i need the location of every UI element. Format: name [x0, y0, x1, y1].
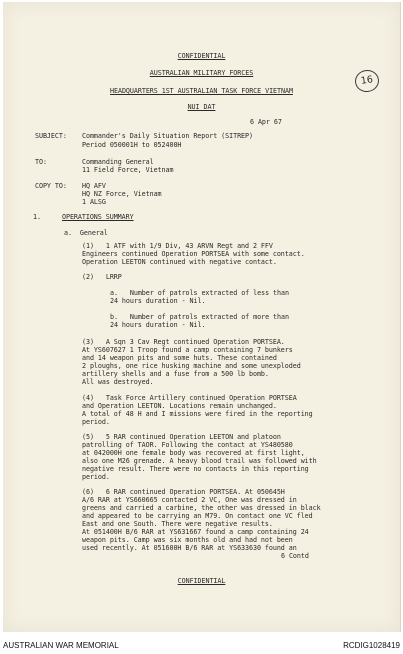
to-line: 11 Field Force, Vietnam [82, 166, 174, 174]
paragraph-1-line: Engineers continued Operation PORTSEA with some contact. [82, 250, 305, 258]
paragraph-5-line: negative result. There were no contacts in this reporting [82, 465, 309, 473]
subject-label: SUBJECT: [35, 132, 67, 140]
paragraph-5-line: period. [82, 473, 110, 481]
copy-to-line: HQ AFV [82, 182, 106, 190]
folio-number: 16 [354, 68, 381, 93]
paragraph-6-line: East and one South. There were negative results. [82, 520, 273, 528]
paragraph-6-line: and appeared to be carrying an M79. On contact one VC fled [82, 512, 313, 520]
paragraph-3-line: artillery shells and a fuse from a 500 lb bomb. [82, 370, 269, 378]
location-title: NUI DAT [187, 103, 216, 111]
archive-name: AUSTRALIAN WAR MEMORIAL [3, 641, 119, 650]
classification-top: CONFIDENTIAL [177, 52, 226, 60]
to-label: TO: [35, 158, 47, 166]
record-id: RCDIG1028419 [343, 641, 400, 650]
paragraph-6-line: At 051400H B/6 RAR at YS631667 found a camp containing 24 [82, 528, 309, 536]
paragraph-5-line: at 042000H one female body was recovered at first light, [82, 449, 305, 457]
paragraph-2a-line: a. Number of patrols extracted of less than [110, 289, 289, 297]
subject-line: Period 050001H to 052400H [82, 141, 182, 149]
headquarters-title: HEADQUARTERS 1ST AUSTRALIAN TASK FORCE VIETNAM [110, 87, 293, 95]
paragraph-5-line: patrolling of TAOR. Following the contact at YS480580 [82, 441, 293, 449]
paragraph-6-line: greens and carried a carbine, the other was dressed in black [82, 504, 321, 512]
paragraph-4-line: and Operation LEETON. Locations remain unchanged. [82, 402, 277, 410]
paragraph-6-line: used recently. At 051600H B/6 RAR at YS633630 found an [82, 544, 297, 552]
copy-to-line: 1 ALSG [82, 198, 106, 206]
to-line: Commanding General [82, 158, 154, 166]
paragraph-3-line: At YS607627 1 Troop found a camp containing 7 bunkers [82, 346, 293, 354]
subject-line: Commander's Daily Situation Report (SITREP) [82, 132, 253, 140]
section-number: 1. [33, 213, 41, 221]
paragraph-2b-line: b. Number of patrols extracted of more than [110, 313, 289, 321]
paragraph-3-line: (3) A Sqn 3 Cav Regt continued Operation PORTSEA. [82, 338, 285, 346]
subsection-heading: a. General [64, 229, 108, 237]
copy-to-line: HQ NZ Force, Vietnam [82, 190, 162, 198]
paragraph-3-line: and 14 weapon pits and some huts. These contained [82, 354, 277, 362]
document-date: 6 Apr 67 [250, 118, 282, 126]
paragraph-6-line: A/6 RAR at YS660665 contacted 2 VC, One was dressed in [82, 496, 297, 504]
paragraph-2-heading: (2) LRRP [82, 273, 122, 281]
document-page [3, 2, 401, 632]
organisation-title: AUSTRALIAN MILITARY FORCES [149, 69, 254, 77]
paragraph-3-line: All was destroyed. [82, 378, 154, 386]
paragraph-1-line: (1) 1 ATF with 1/9 Div, 43 ARVN Regt and 2 FFV [82, 242, 273, 250]
paragraph-5-line: (5) 5 RAR continued Operation LEETON and platoon [82, 433, 281, 441]
paragraph-1-line: Operation LEETON continued with negative contact. [82, 258, 277, 266]
paragraph-3-line: 2 ploughs, one rice husking machine and some unexploded [82, 362, 301, 370]
paragraph-4-line: period. [82, 418, 110, 426]
section-title: OPERATIONS SUMMARY [62, 213, 134, 221]
copy-to-label: COPY TO: [35, 182, 67, 190]
classification-bottom: CONFIDENTIAL [177, 577, 226, 585]
paragraph-2a-line: 24 hours duration - Nil. [110, 297, 206, 305]
paragraph-6-line: (6) 6 RAR continued Operation PORTSEA. At 050645H [82, 488, 285, 496]
paragraph-6-line: weapon pits. Camp was six months old and had not been [82, 536, 293, 544]
paragraph-5-line: also one M26 grenade. A heavy blood trail was followed with [82, 457, 317, 465]
archive-footer [0, 636, 403, 654]
paragraph-2b-line: 24 hours duration - Nil. [110, 321, 206, 329]
continued-marker: 6 Contd [281, 552, 309, 560]
paragraph-4-line: A total of 48 H and I missions were fired in the reporting [82, 410, 313, 418]
paragraph-4-line: (4) Task Force Artillery continued Operation PORTSEA [82, 394, 297, 402]
